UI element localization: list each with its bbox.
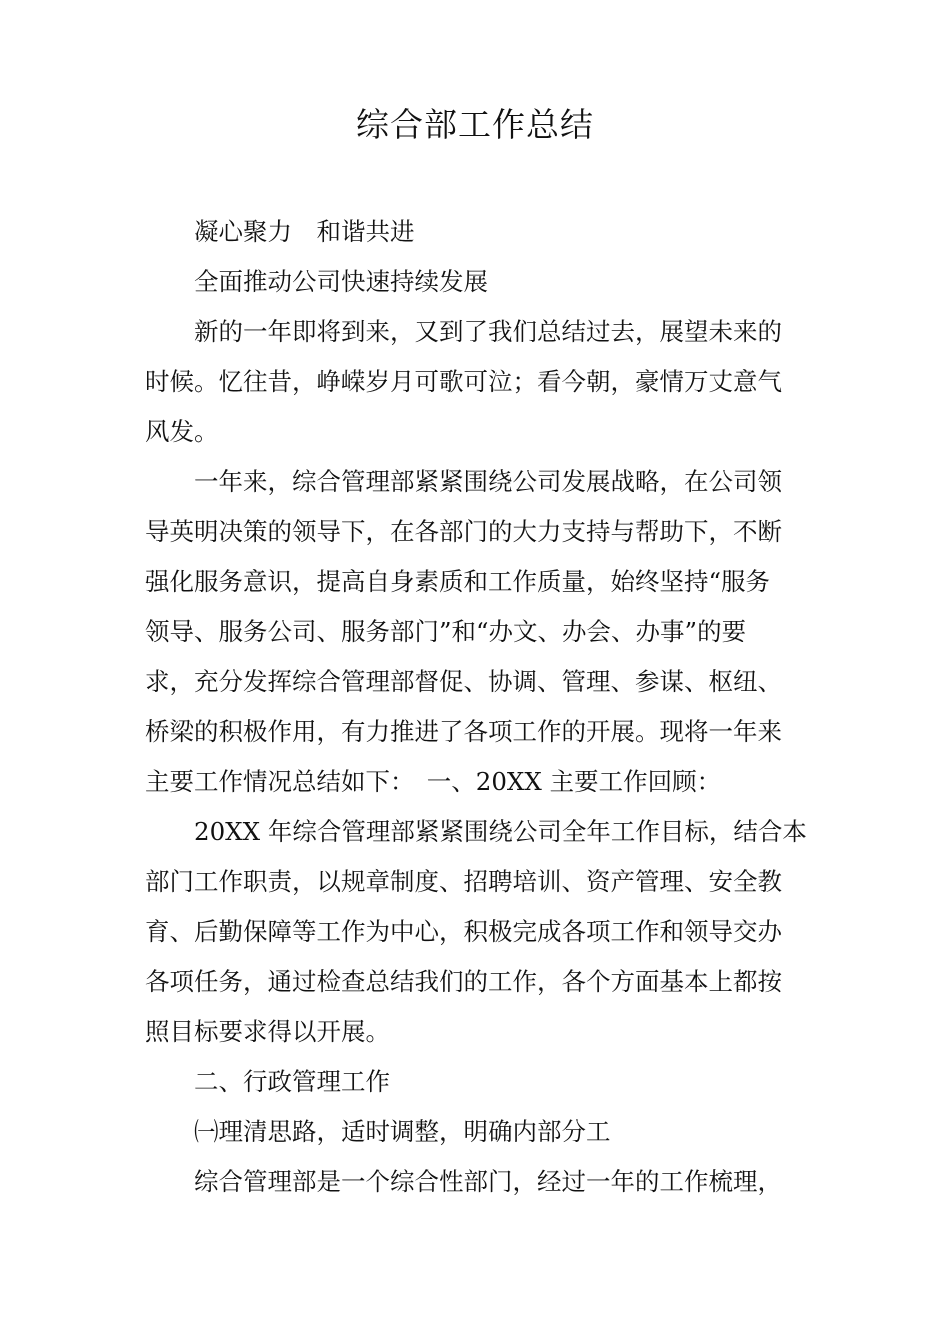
text-line: 强化服务意识，提高自身素质和工作质量，始终坚持“服务 [145,567,771,596]
text-line: 新的一年即将到来，又到了我们总结过去，展望未来的 [194,317,782,346]
paragraph-slogan [145,207,810,257]
text-line: 风发。 [145,417,219,446]
paragraph-year-review [145,457,810,807]
text-line: 导英明决策的领导下，在各部门的大力支持与帮助下，不断 [145,517,782,546]
text-line: 一年来，综合管理部紧紧围绕公司发展战略，在公司领 [194,467,782,496]
section-heading [145,1057,810,1107]
text-line: 全面推动公司快速持续发展 [194,267,488,296]
text-line: 综合管理部是一个综合性部门，经过一年的工作梳理， [194,1167,782,1196]
document-title: 综合部工作总结 [356,105,594,144]
text-line: ㈠理清思路，适时调整，明确内部分工 [194,1117,611,1146]
paragraph-intro [145,307,810,457]
text-line: 凝心聚力 和谐共进 [194,217,415,246]
text-line: 桥梁的积极作用，有力推进了各项工作的开展。现将一年来 [145,717,782,746]
text-line: 求，充分发挥综合管理部督促、协调、管理、参谋、枢纽、 [145,667,782,696]
text-line: 时候。忆往昔，峥嵘岁月可歌可泣；看今朝，豪情万丈意气 [145,367,782,396]
text-line: 各项任务，通过检查总结我们的工作，各个方面基本上都按 [145,967,782,996]
text-line: 主要工作情况总结如下： 一、20XX 主要工作回顾： [145,767,722,796]
text-line: 部门工作职责，以规章制度、招聘培训、资产管理、安全教 [145,867,782,896]
text-line: 育、后勤保障等工作为中心，积极完成各项工作和领导交办 [145,917,782,946]
text-line: 20XX 年综合管理部紧紧围绕公司全年工作目标，结合本 [194,817,807,846]
text-line: 二、行政管理工作 [194,1067,390,1096]
paragraph-subtitle [145,257,810,307]
text-line: 照目标要求得以开展。 [145,1017,390,1046]
subsection-heading [145,1107,810,1157]
paragraph-dept-intro [145,1157,810,1207]
text-line: 领导、服务公司、服务部门”和“办文、办会、办事”的要 [145,617,747,646]
paragraph-main-work [145,807,810,1057]
document-body [145,207,810,1207]
